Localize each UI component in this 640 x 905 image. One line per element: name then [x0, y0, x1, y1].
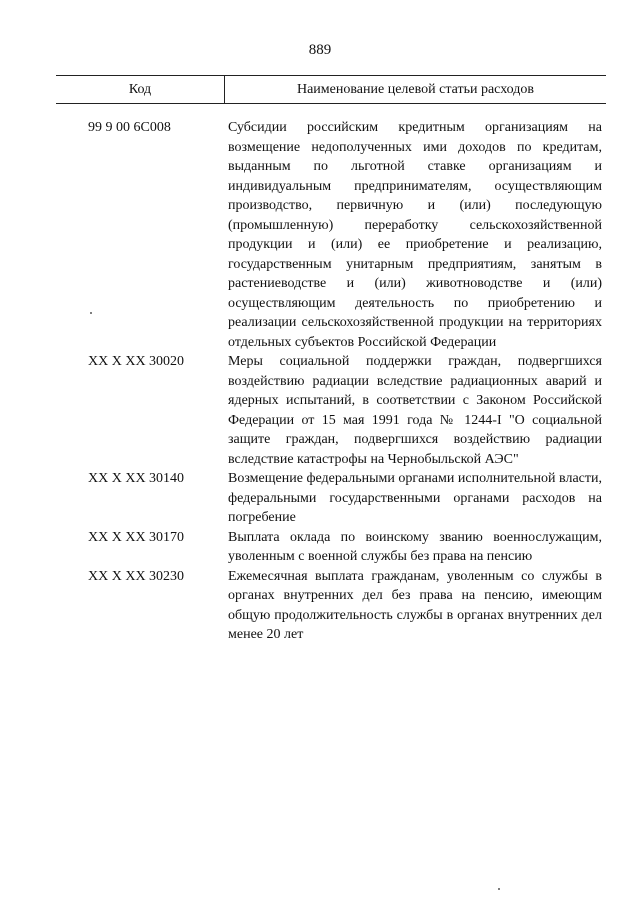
row-description: Ежемесячная выплата гражданам, уволенным со службы в органах внутренних дел без права на пенсию, имеющим общую продолжительность службы в органах внутренних дел менее 20 лет: [228, 568, 602, 642]
page-number: 889: [308, 42, 332, 58]
table-row: [56, 469, 606, 528]
row-description: Выплата оклада по воинскому званию военнослужащим, уволенным с военной службы без права на пенсию: [228, 529, 602, 564]
table-body: [56, 118, 606, 645]
row-code: 99 9 00 6С008: [88, 120, 171, 135]
scan-speck: [498, 888, 500, 890]
row-description: Возмещение федеральными органами исполнительной власти, федеральными государственными органами расходов на погребение: [228, 471, 602, 525]
table-row: [56, 118, 606, 352]
table-header: [56, 75, 606, 104]
table-row: [56, 567, 606, 645]
table-row: [56, 352, 606, 469]
scan-speck: [90, 312, 92, 314]
header-name: Наименование целевой статьи расходов: [296, 82, 535, 97]
header-code: Код: [128, 82, 152, 97]
row-code: XX X XX 30230: [88, 568, 185, 584]
row-description: Меры социальной поддержки граждан, подвергшихся воздействию радиации вследствие радиационных аварий и ядерных испытаний, в соответствии с Законом Российской Федерации от 15 мая 1991 года № 1244-I "О социальной защите граждан, подвергшихся воздействию радиации вследствие катастрофы на Чернобыльской АЭС": [228, 354, 602, 467]
row-code: XX X XX 30020: [88, 354, 185, 369]
row-code: XX X XX 30170: [88, 529, 185, 545]
row-code: XX X XX 30140: [88, 471, 185, 486]
row-description: Субсидии российским кредитным организациям на возмещение недополученных ими доходов по кредитам, выданным по льготной ставке организациям и индивидуальным предпринимателям, осуществляющим производство, первичную и (или) последующую (промышленную) переработку сельскохозяйственной продукции и (или) ее приобретение и реализацию, государственным унитарным предприятиям, занятым в растениеводстве и (или) животноводстве и (или) осуществляющим деятельность по приобретению и реализации сельскохозяйственной продукции на территориях отдельных субъектов Российской Федерации: [228, 120, 602, 350]
table-row: [56, 528, 606, 567]
